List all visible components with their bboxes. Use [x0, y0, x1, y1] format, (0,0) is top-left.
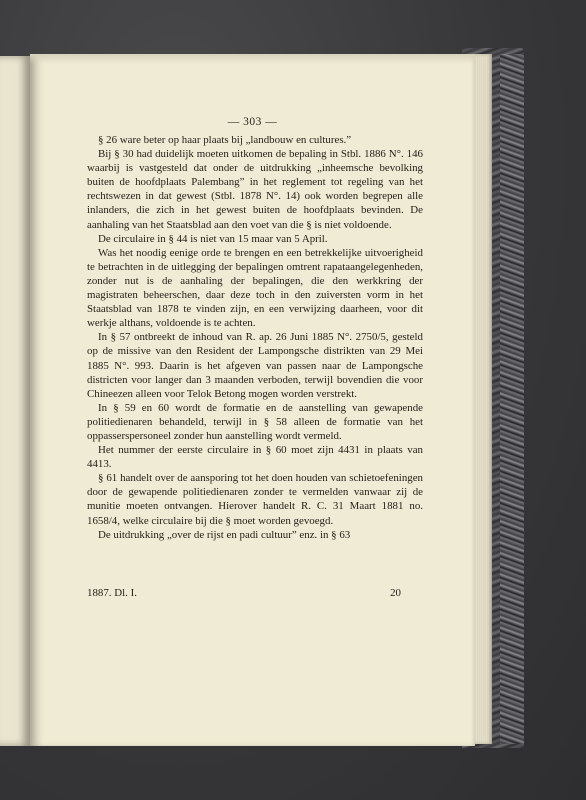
page-footer [87, 587, 423, 599]
page-number-header: — 303 — [227, 116, 278, 128]
paragraph: De circulaire in § 44 is niet van 15 maar van 5 April. [98, 232, 328, 245]
paragraph: § 26 ware beter op haar plaats bij „landbouw en cultures.” [98, 134, 352, 146]
paragraph: Bij § 30 had duidelijk moeten uitkomen de bepaling in Stbl. 1886 N°. 146 waarbij is vastgesteld dat onder de uitdrukking „inheemsche bevolking buiten de hoofdplaats Palembang” in het reglement tot regeling van het rechtswezen in dat gewest (Stbl. 1878 N°. 14) ook worden begrepen alle inlanders, die zich in het gewest buiten de hoofdplaats bevinden. De aanhaling van het Staatsblad aan den voet van die § is niet voldoende. [87, 148, 423, 231]
paragraph: § 61 handelt over de aansporing tot het doen houden van schietoefeningen door de gewapende politiedienaren zonder te vermelden vanwaar zij de munitie moeten ontvangen. Hierover handelt R. C. 31 Maart 1881 no. 1658/4, welke circulaire bij die § moet worden gevoegd. [87, 472, 423, 527]
book-page [30, 54, 475, 746]
paragraph: De uitdrukking „over de rijst en padi cultuur” enz. in § 63 [98, 528, 351, 541]
gathering-number: 20 [390, 587, 401, 599]
volume-signature: 1887. Dl. I. [87, 587, 137, 599]
facing-page-edge [0, 56, 30, 746]
marbled-cover-edge [500, 54, 524, 744]
paragraph: In § 57 ontbreekt de inhoud van R. ap. 26 Juni 1885 N°. 2750/5, gesteld op de missive van den Resident der Lampongsche distrikten van 29 Mei 1885 N°. 993. Daarin is het afgeven van passen naar de Lampongsche districten voor langer dan 3 maanden verboden, terwijl bovendien die voor Chineezen alleen voor Telok Betong mogen worden verstrekt. [87, 331, 423, 400]
paragraph: Was het noodig eenige orde te brengen en een betrekkelijke uitvoerigheid te betrachten in de uitlegging der bepalingen omtrent rapataangelegenheden, zonder nut is de aanhaling der bepalingen, die den werkkring der magistraten beheerschen, daar deze toch in den zuiversten vorm in het Staatsblad van 1878 te vinden zijn, en een verwijzing daarheen, voor dit werkje althans, voldoende is te achten. [87, 246, 423, 330]
paragraph: Het nummer der eerste circulaire in § 60 moet zijn 4431 in plaats van 4413. [87, 444, 423, 471]
paragraph: In § 59 en 60 wordt de formatie en de aanstelling van gewapende politiedienaren behandeld, terwijl in § 58 alleen de formatie van het oppasserspersoneel zonder hun aanstelling wordt vermeld. [87, 401, 423, 442]
body-text [87, 133, 423, 542]
page-shadow [30, 54, 475, 64]
